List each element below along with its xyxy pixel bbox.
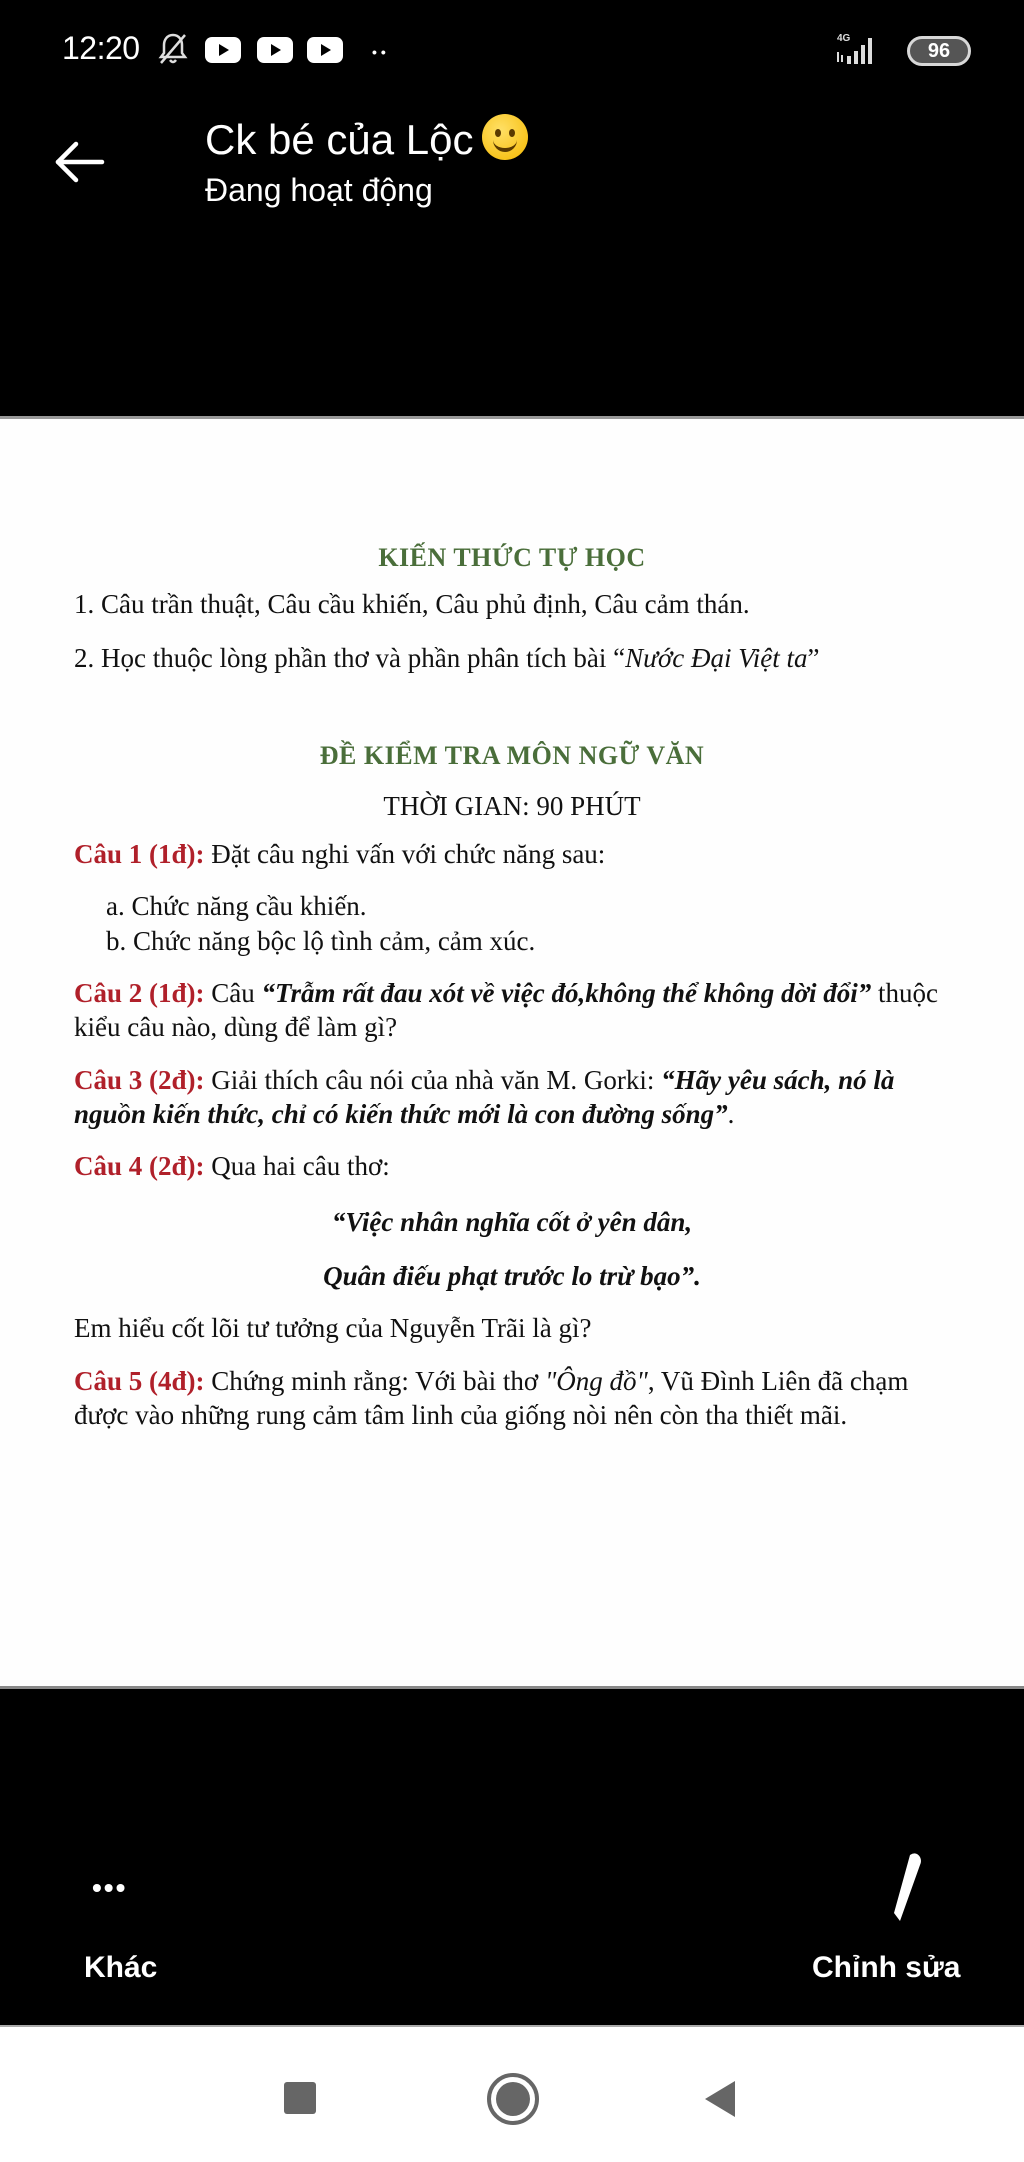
more-label[interactable]: Khác — [84, 1951, 158, 1984]
back-arrow-icon[interactable] — [50, 132, 110, 192]
youtube-icon — [257, 37, 293, 63]
svg-text:4G: 4G — [837, 33, 851, 44]
system-nav-bar — [0, 2025, 1024, 2162]
section-title-exam: ĐỀ KIỂM TRA MÔN NGỮ VĂN — [319, 741, 705, 770]
bell-off-icon — [158, 32, 188, 66]
question-4-follow-up: Em hiểu cốt lõi tư tưởng của Nguyễn Trãi là gì? — [74, 1313, 592, 1343]
chat-header — [0, 100, 1024, 418]
question-4: Câu 4 (2đ): Qua hai câu thơ: — [74, 1151, 390, 1181]
image-action-bar — [0, 1686, 1024, 2025]
signal-4g-icon — [835, 30, 885, 66]
question-2: Câu 2 (1đ): Câu “Trẫm rất đau xót về việc đó,không thể không dời đổi” thuộc kiểu câu nào, dùng để làm gì? — [74, 978, 939, 1042]
document-image[interactable] — [0, 416, 1024, 1686]
youtube-icon — [307, 37, 343, 63]
contact-name[interactable] — [205, 114, 528, 164]
status-bar — [0, 0, 1024, 100]
status-time: 12:20 — [62, 30, 140, 66]
question-5: Câu 5 (4đ): Chứng minh rằng: Với bài thơ "Ông đồ", Vũ Đình Liên đã chạm được vào những rung cảm tâm linh của giống nòi nên còn tha thiết mãi. — [74, 1366, 909, 1430]
question-3: Câu 3 (2đ): Giải thích câu nói của nhà văn M. Gorki: “Hãy yêu sách, nó là nguồn kiến thức, chỉ có kiến thức mới là con đường sống”. — [74, 1065, 895, 1129]
pencil-icon[interactable] — [880, 1849, 930, 1929]
recent-apps-icon[interactable] — [284, 2082, 316, 2114]
question-1: Câu 1 (1đ): Đặt câu nghi vấn với chức năng sau: — [74, 839, 606, 869]
exam-time-limit: THỜI GIAN: 90 PHÚT — [383, 791, 641, 821]
contact-name-text: Ck bé của Lộc — [205, 116, 474, 163]
contact-status: Đang hoạt động — [205, 172, 433, 208]
study-item-2: 2. Học thuộc lòng phần thơ và phần phân tích bài “Nước Đại Việt ta” — [74, 643, 820, 673]
back-triangle-icon[interactable] — [705, 2081, 735, 2117]
more-notifications-icon: •• — [372, 44, 390, 60]
home-icon[interactable] — [487, 2073, 539, 2125]
battery-indicator: 96 — [907, 36, 971, 66]
edit-label[interactable]: Chỉnh sửa — [812, 1951, 961, 1984]
question-1-item-b: b. Chức năng bộc lộ tình cảm, cảm xúc. — [106, 926, 536, 956]
question-1-item-a: a. Chức năng cầu khiến. — [106, 891, 367, 921]
poem-line-2: Quân điếu phạt trước lo trừ bạo”. — [323, 1261, 701, 1291]
poem-line-1: “Việc nhân nghĩa cốt ở yên dân, — [331, 1207, 693, 1237]
youtube-icon — [205, 37, 241, 63]
section-title-self-study: KIẾN THỨC TỰ HỌC — [378, 543, 646, 572]
more-dots-icon[interactable]: ••• — [92, 1872, 128, 1903]
study-item-1: 1. Câu trần thuật, Câu cầu khiến, Câu phủ định, Câu cảm thán. — [74, 589, 750, 619]
smiley-emoji-icon — [482, 114, 528, 160]
